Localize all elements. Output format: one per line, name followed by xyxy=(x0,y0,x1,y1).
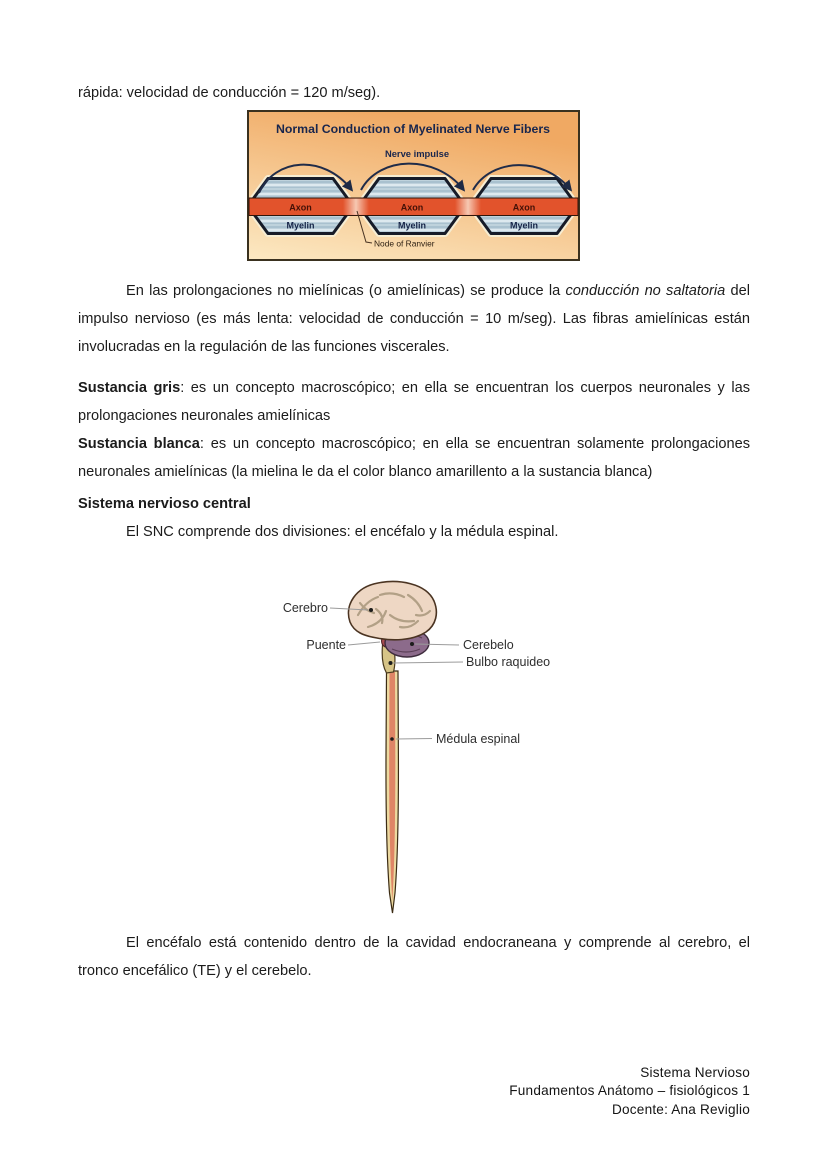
axon-label: Axon xyxy=(400,202,424,213)
cerebrum xyxy=(348,582,436,640)
paragraph-text: del impulso nervioso (es más lenta: velocidad de conducción = 10 m/seg). Las fibras amielínicas están involucradas en la regulación de las funciones viscerales. xyxy=(78,283,751,355)
line-snc: El SNC comprende dos divisiones: el encéfalo y la médula espinal. xyxy=(126,524,559,540)
axon-label: Axon xyxy=(512,202,536,213)
intro-line: rápida: velocidad de conducción = 120 m/seg). xyxy=(78,85,381,101)
footer-course-title: Sistema Nervioso xyxy=(640,1065,750,1080)
nerve-impulse-label: Nerve impulse xyxy=(384,148,450,159)
node-of-ranvier-label: Node of Ranvier xyxy=(374,238,435,249)
bulbo-raquideo-label: Bulbo raquideo xyxy=(466,655,551,669)
figure-title: Normal Conduction of Myelinated Nerve Fibers xyxy=(276,122,550,136)
axon-label: Axon xyxy=(289,202,312,213)
myelin-label: Myelin xyxy=(397,220,427,231)
paragraph-conduccion xyxy=(78,277,750,361)
myelin-label: Myelin xyxy=(509,220,539,231)
figure-nerve-conduction xyxy=(247,110,580,261)
term-sustancia-gris: Sustancia gris xyxy=(78,380,181,396)
cerebelo-label: Cerebelo xyxy=(463,638,514,652)
puente-label: Puente xyxy=(306,638,346,652)
myelin-label: Myelin xyxy=(286,220,315,231)
paragraph-sustancia-gris xyxy=(78,374,750,430)
paragraph-text: En las prolongaciones no mielínicas (o amielínicas) se produce la xyxy=(126,283,566,299)
figure-central-nervous-system xyxy=(280,575,560,920)
heading-sistema-nervioso-central: Sistema nervioso central xyxy=(78,496,251,512)
footer-teacher: Docente: Ana Reviglio xyxy=(612,1101,750,1117)
paragraph-encefalo: El encéfalo está contenido dentro de la cavidad endocraneana y comprende al cerebro, el tronco encefálico (TE) y el cerebelo. xyxy=(78,935,750,979)
italic-phrase: conducción no saltatoria xyxy=(565,283,726,299)
cerebro-label: Cerebro xyxy=(282,601,328,615)
spinal-cord xyxy=(386,671,398,913)
footer xyxy=(509,1064,750,1119)
block-sustancias xyxy=(78,374,750,486)
footer-subject: Fundamentos Anátomo – fisiológicos 1 xyxy=(509,1083,750,1099)
medula-espinal-label: Médula espinal xyxy=(436,732,521,746)
cns-illustration xyxy=(280,575,560,920)
paragraph-text: : es un concepto macroscópico; en ella se encuentran solamente prolongaciones neuronales amielínicas (la mielina le da el color blanco amarillento a la sustancia blanca) xyxy=(78,436,750,480)
paragraph-text: : es un concepto macroscópico; en ella se encuentran los cuerpos neuronales y las prolongaciones neuronales amielínicas xyxy=(78,380,750,424)
term-sustancia-blanca: Sustancia blanca xyxy=(78,436,200,452)
paragraph-sustancia-blanca xyxy=(78,430,750,486)
nerve-conduction-illustration xyxy=(247,110,580,261)
